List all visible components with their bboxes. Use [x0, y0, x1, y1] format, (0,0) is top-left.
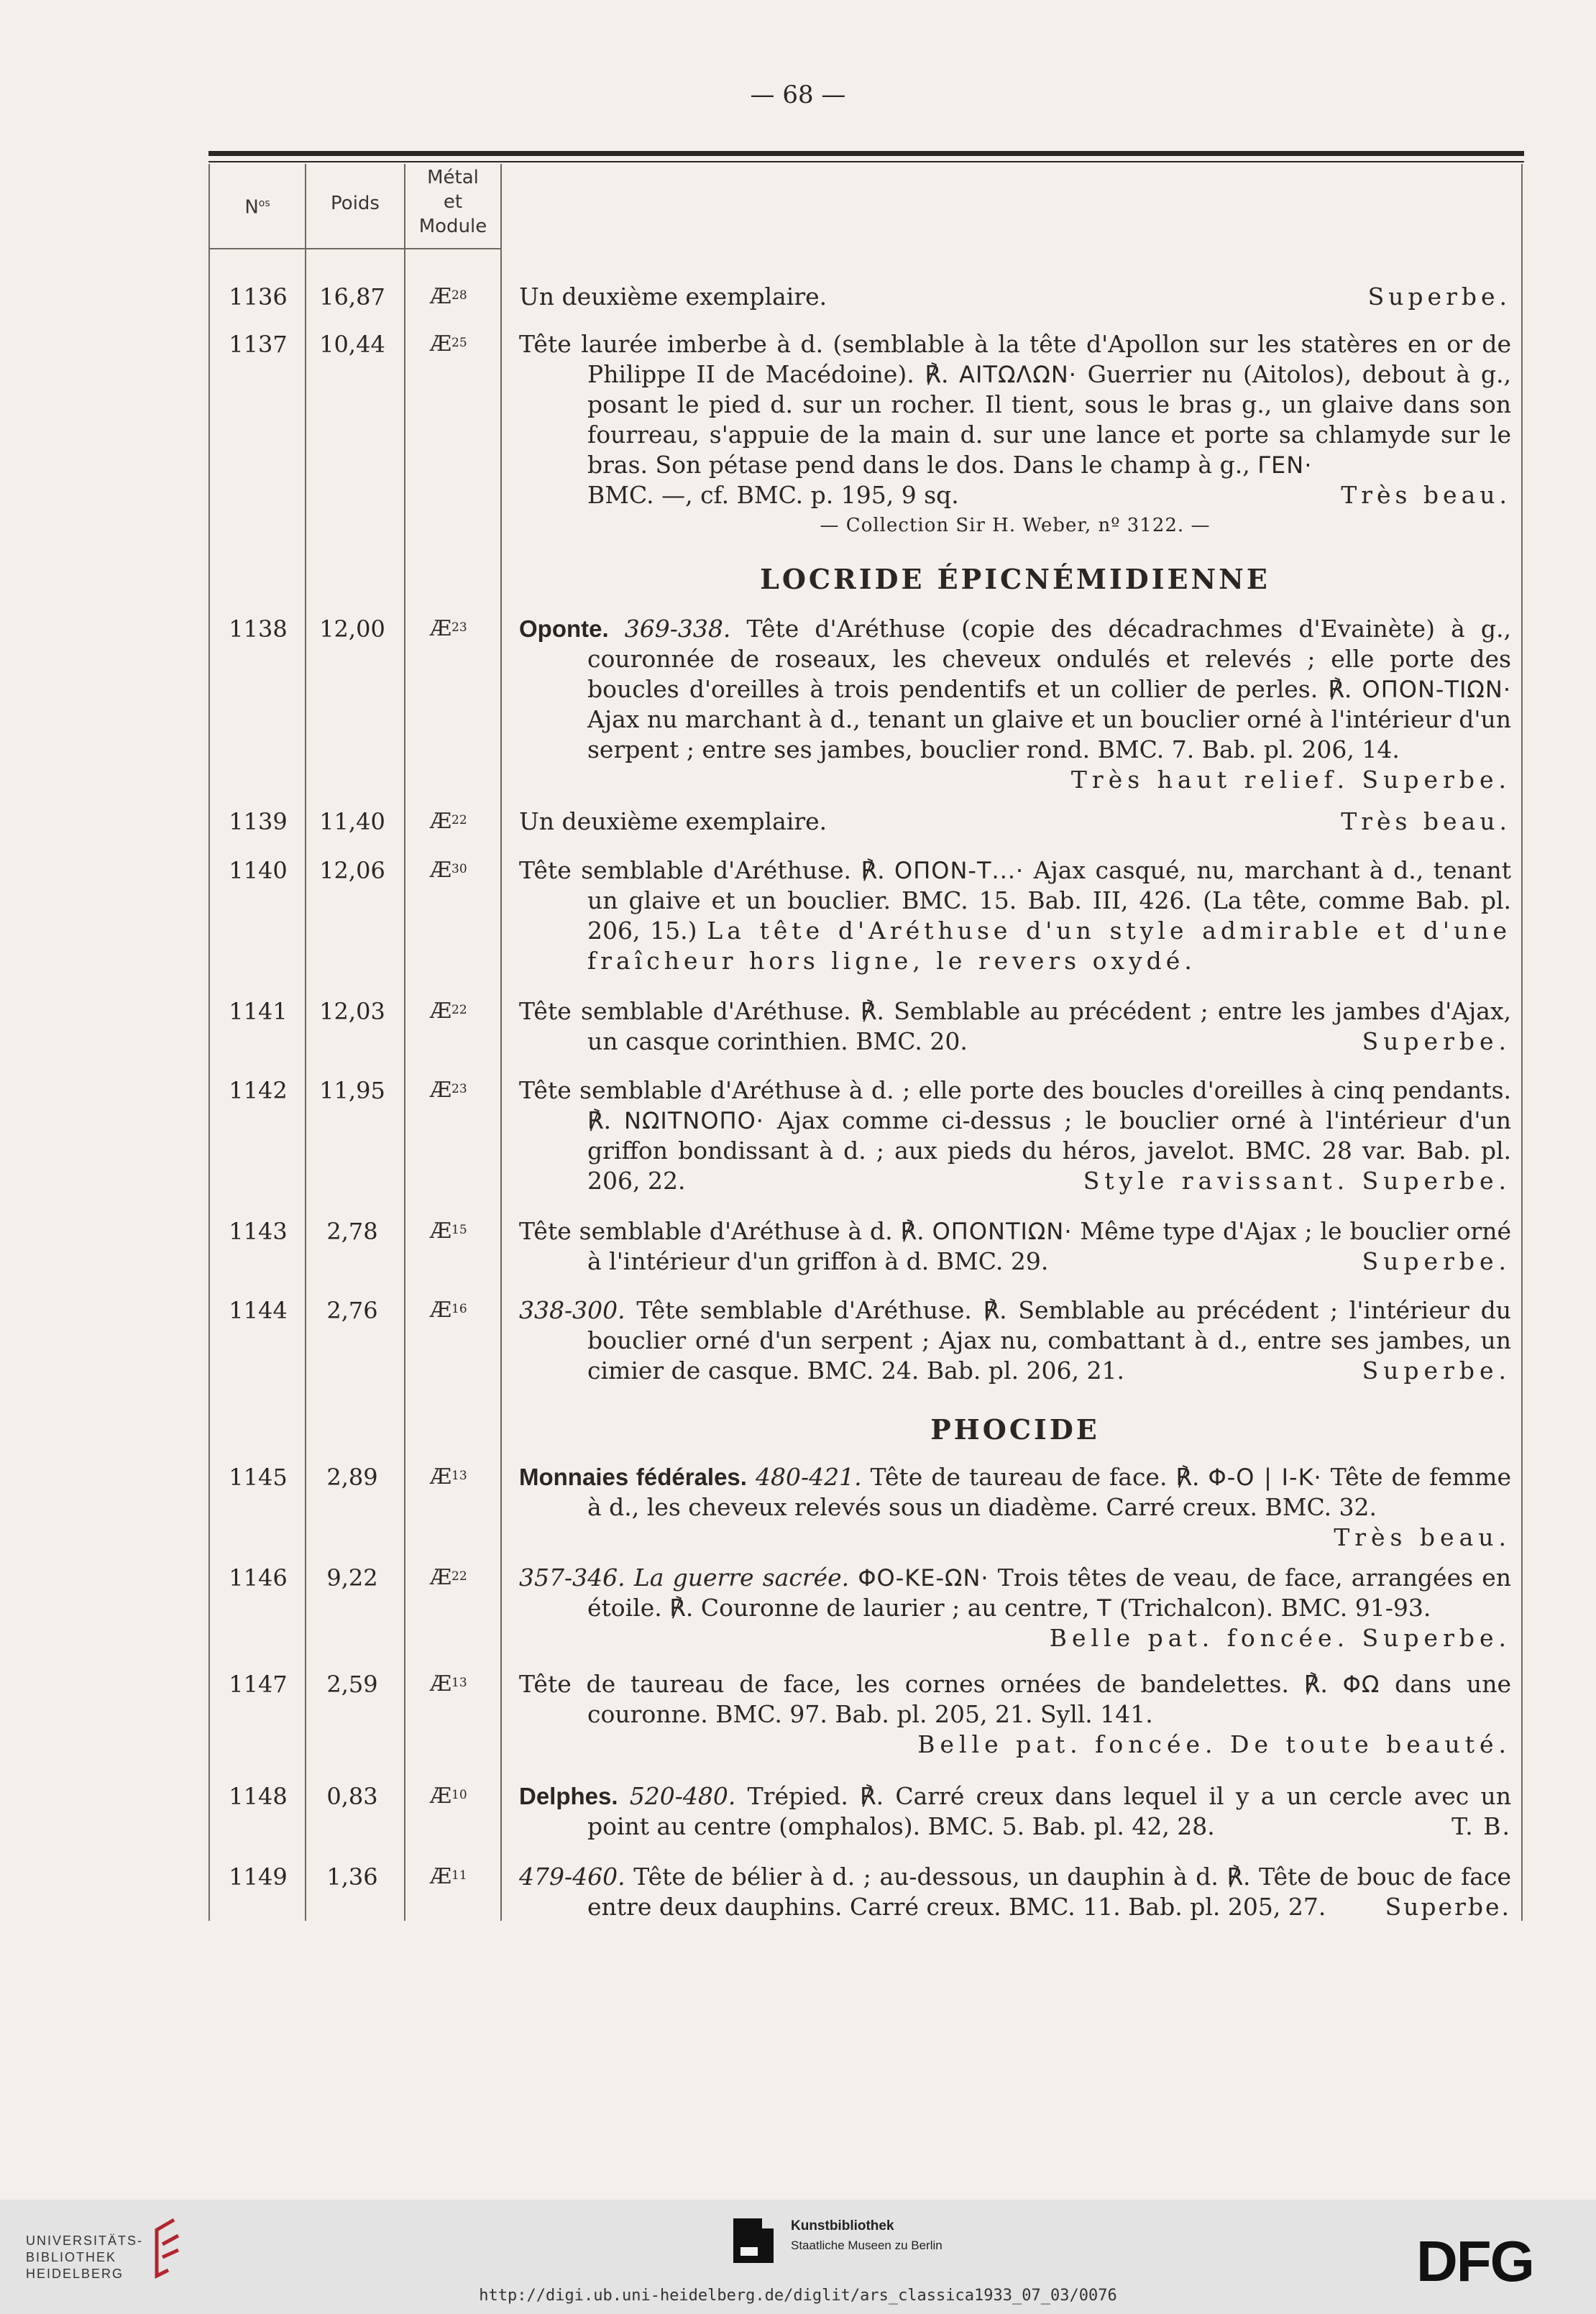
header-poids: Poids	[331, 193, 380, 214]
entry-metal: $Æ^{15}$	[430, 1218, 467, 1244]
entry-description: Tête semblable d'Aréthuse à d. ℟. ΟΠΟΝΤΙΩΝ· Même type d'Ajax ; le bouclier orné à l'intérieur d'un griffon à d. BMC. 29. Superbe.	[519, 1217, 1512, 1275]
entry-metal: $Æ^{23}$	[430, 616, 467, 641]
kunstbibliothek-logo-icon	[730, 2216, 776, 2266]
entry-metal: $Æ^{30}$	[430, 858, 467, 883]
dfg-logo: DFG	[1416, 2229, 1533, 2293]
entry-number: 1143	[229, 1218, 288, 1245]
entry-description: Un deuxième exemplaire. Très beau.	[519, 807, 1511, 835]
entry-number: 1137	[229, 331, 288, 358]
table-border-right	[1521, 164, 1523, 1921]
page-number: — 68 —	[750, 81, 846, 109]
header-underline	[405, 248, 500, 249]
entry-description: Un deuxième exemplaire. Superbe.	[519, 283, 1511, 311]
entry-number: 1144	[229, 1297, 288, 1324]
entry-number: 1138	[229, 615, 288, 643]
entry-metal: $Æ^{13}$	[430, 1671, 467, 1697]
entry-number: 1146	[229, 1564, 288, 1592]
entry-description: Tête semblable d'Aréthuse à d. ; elle porte des boucles d'oreilles à cinq pendants. ℟. ΝΩΙΤΝΟΠΟ· Ajax comme ci-dessus ; le bouclier orné à l'intérieur d'un griffon bondissant à d. ; aux pieds du héros, javelot. BMC. 28 var. Bab. pl. 206, 22. Style ravissant. Superbe.	[519, 1076, 1512, 1195]
entry-description: Tête semblable d'Aréthuse. ℟. ΟΠΟΝ-Τ...· Ajax casqué, nu, marchant à d., tenant un glaive et un bouclier. BMC. 15. Bab. III, 426. (La tête, comme Bab. pl. 206, 15.) La tête d'Aréthuse d'un style admirable et d'une fraîcheur hors ligne, le revers oxydé.	[519, 856, 1511, 975]
entry-number: 1147	[229, 1671, 288, 1698]
university-logo-icon	[147, 2216, 191, 2280]
top-rule	[208, 151, 1524, 156]
entry-weight: 11,95	[319, 1077, 385, 1104]
digitization-footer	[0, 2200, 1596, 2314]
entry-weight: 2,78	[326, 1218, 378, 1245]
museum-title: Kunstbibliothek	[791, 2218, 894, 2233]
entry-description: 479-460. Tête de bélier à d. ; au-dessous, un dauphin à d. ℟. Tête de bouc de face entre deux dauphins. Carré creux. BMC. 11. Bab. pl. 205, 27. Superbe.	[519, 1863, 1511, 1921]
entry-description: Tête semblable d'Aréthuse. ℟. Semblable au précédent ; entre les jambes d'Ajax, un casque corinthien. BMC. 20. Superbe.	[519, 997, 1511, 1055]
entry-description: Oponte. 369-338. Tête d'Aréthuse (copie des décadrachmes d'Evainète) à g., couronnée de roseaux, les cheveux ondulés et relevés ; elle porte des boucles d'oreilles à trois pendentifs et un collier de perles. ℟. ΟΠΟΝ-ΤΙΩΝ· Ajax nu marchant à d., tenant un glaive et un bouclier orné à l'intérieur d'un serpent ; entre ses jambes, bouclier rond. BMC. 7. Bab. pl. 206, 14. Très haut relief. Superbe.	[519, 615, 1511, 794]
entry-metal: $Æ^{16}$	[430, 1298, 467, 1323]
entry-description: Tête de taureau de face, les cornes ornées de bandelettes. ℟. ΦΩ dans une couronne. BMC. 97. Bab. pl. 205, 21. Syll. 141. Belle pat. foncée. De toute beauté.	[519, 1670, 1511, 1758]
entry-description: 338-300. Tête semblable d'Aréthuse. ℟. Semblable au précédent ; l'intérieur du bouclier orné d'un serpent ; Ajax nu, combattant à d., entre ses jambes, un cimier de casque. BMC. 24. Bab. pl. 206, 21. Superbe.	[519, 1296, 1511, 1385]
entry-number: 1141	[229, 998, 288, 1025]
entry-metal: $Æ^{22}$	[430, 998, 467, 1024]
entry-weight: 0,83	[326, 1783, 378, 1810]
entry-weight: 12,06	[319, 857, 385, 884]
entry-number: 1139	[229, 808, 288, 835]
entry-number: 1140	[229, 857, 288, 884]
entry-metal: $Æ^{13}$	[430, 1464, 467, 1489]
entry-weight: 12,03	[319, 998, 385, 1025]
entry-metal: $Æ^{22}$	[430, 1565, 467, 1590]
entry-number: 1149	[229, 1863, 288, 1891]
header-nos: $N^{os}$	[244, 196, 270, 219]
entry-description: Delphes. 520-480. Trépied. ℟. Carré creux dans lequel il y a un cercle avec un point au centre (omphalos). BMC. 5. Bab. pl. 42, 28. T. B.	[519, 1782, 1512, 1840]
column-divider	[500, 164, 502, 1921]
section-heading-phocide: PHOCIDE	[930, 1413, 1100, 1446]
header-metal: Métal et Module	[418, 167, 487, 237]
university-library-label: UNIVERSITÄTS- BIBLIOTHEK HEIDELBERG	[26, 2233, 144, 2281]
entry-weight: 10,44	[319, 331, 385, 358]
entry-weight: 2,76	[326, 1297, 378, 1324]
section-heading-locride: LOCRIDE ÉPICNÉMIDIENNE	[760, 563, 1270, 595]
entry-number: 1145	[229, 1464, 288, 1491]
entry-metal: $Æ^{10}$	[430, 1783, 467, 1809]
entry-number: 1136	[229, 283, 288, 311]
entry-weight: 11,40	[319, 808, 385, 835]
entry-weight: 1,36	[326, 1863, 378, 1891]
source-url[interactable]: http://digi.ub.uni-heidelberg.de/diglit/ars_classica1933_07_03/0076	[479, 2287, 1117, 2305]
museum-subtitle: Staatliche Museen zu Berlin	[791, 2239, 943, 2252]
header-underline	[210, 248, 305, 249]
entry-weight: 12,00	[319, 615, 385, 643]
entry-metal: $Æ^{11}$	[430, 1864, 467, 1889]
entry-metal: $Æ^{25}$	[430, 331, 467, 357]
top-rule-thin	[208, 161, 1524, 162]
entry-number: 1142	[229, 1077, 288, 1104]
entry-metal: $Æ^{28}$	[430, 284, 467, 309]
entry-weight: 16,87	[319, 283, 385, 311]
entry-metal: $Æ^{22}$	[430, 809, 467, 834]
table-border-left	[208, 164, 210, 1921]
entry-metal: $Æ^{23}$	[430, 1078, 467, 1103]
entry-number: 1148	[229, 1783, 288, 1810]
header-underline	[306, 248, 404, 249]
entry-weight: 2,89	[326, 1464, 378, 1491]
entry-description: 357-346. La guerre sacrée. ΦΟ-ΚΕ-ΩΝ· Trois têtes de veau, de face, arrangées en étoile. ℟. Couronne de laurier ; au centre, Τ (Trichalcon). BMC. 91-93. Belle pat. foncée. Superbe.	[519, 1564, 1511, 1652]
entry-description: Tête laurée imberbe à d. (semblable à la tête d'Apollon sur les statères en or de Philippe II de Macédoine). ℟. ΑΙΤΩΛΩΝ· Guerrier nu (Aitolos), debout à g., posant le pied d. sur un rocher. Il tient, sous le bras g., un glaive dans son fourreau, s'appuie de la main d. sur une lance et porte sa chlamyde sur le bras. Son pétase pend dans le dos. Dans le champ à g., ΓΕΝ· BMC. —, cf. BMC. p. 195, 9 sq. Très beau. — Collection Sir H. Weber, nº 3122. —	[519, 330, 1511, 536]
entry-description: Monnaies fédérales. 480-421. Tête de taureau de face. ℟. Φ-Ο | Ι-Κ· Tête de femme à d., les cheveux relevés sous un diadème. Carré creux. BMC. 32. Très beau.	[519, 1463, 1511, 1551]
entry-weight: 9,22	[326, 1564, 378, 1592]
entry-weight: 2,59	[326, 1671, 378, 1698]
column-divider	[305, 164, 306, 1921]
column-divider	[404, 164, 405, 1921]
